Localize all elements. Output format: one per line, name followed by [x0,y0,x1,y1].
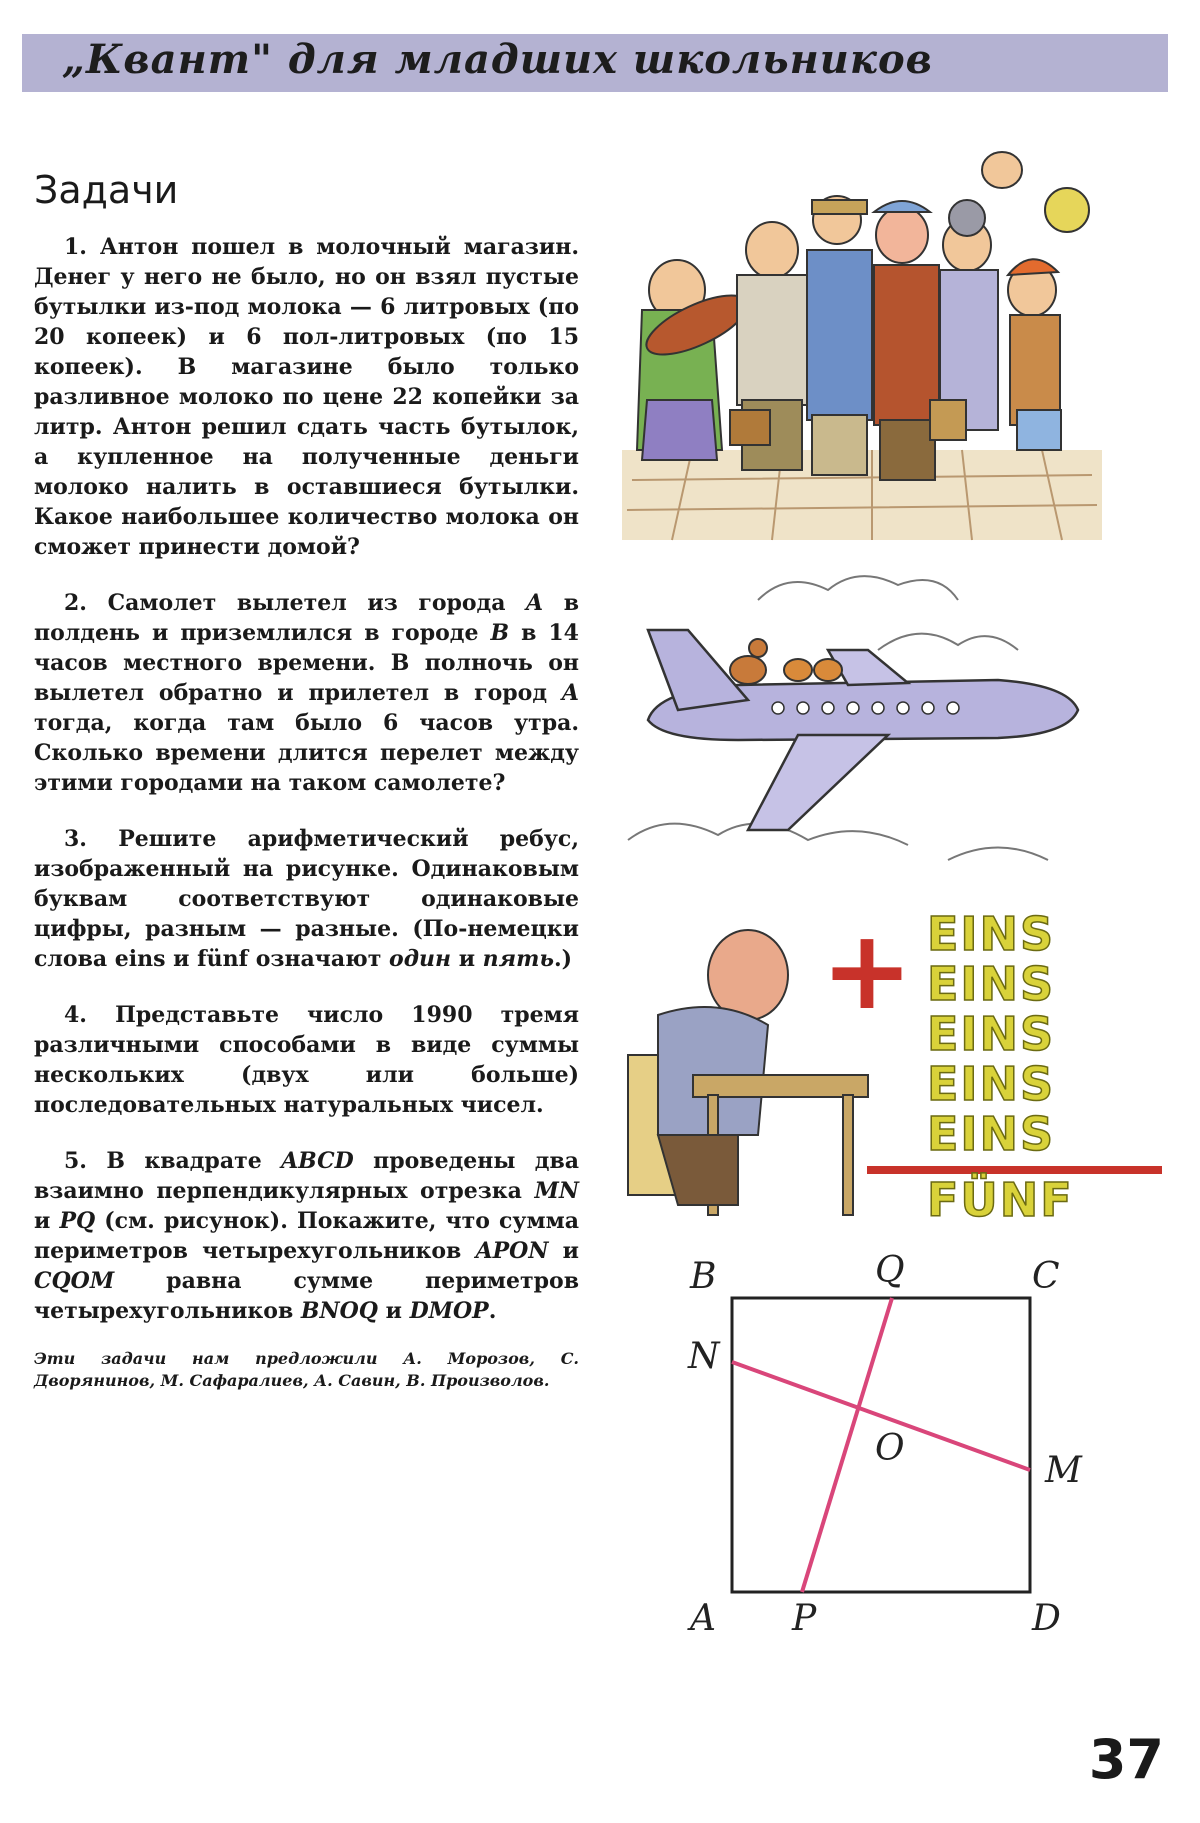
label-a: A [690,1598,716,1639]
problem-text: Представьте число 1990 тремя различными способами в виде суммы нескольких (двух или больше) последовательных натуральных чисел. [34,1002,579,1118]
page-number: 37 [1088,1728,1164,1791]
math-term: PQ [59,1208,96,1234]
label-o: O [875,1428,905,1469]
crowd-illustration [612,150,1112,545]
math-term: MN [534,1178,579,1204]
word-one: один [389,946,452,972]
city-a: A [526,590,544,616]
problem-number: 2. [64,590,87,616]
problem-text: и [548,1238,579,1264]
airplane [648,630,1078,830]
problem-number: 1. [64,234,87,260]
airplane-illustration [618,560,1108,880]
problem-text: В квадрате [106,1148,282,1174]
problem-text: Антон пошел в молочный магазин. Денег у него не было, но он взял пустые бутылки из-под молока — 6 литровых (по 20 копеек) и 6 пол-литровых (по 15 копеек). В магазине было только разливное молоко по цене 22 копейки за литр. Антон решил сдать часть бутылок, а купленное на полученные деньги молоко налить в оставшиеся бутылки. Какое наибольшее количество молока он сможет принести домой? [34,234,579,560]
problem-4 [34,1000,579,1120]
rebus-figure [812,898,1172,1228]
problem-text: Решите арифметический ребус, изображенный на рисунке. Одинаковым буквам соответствуют одинаковые цифры, разным — разные. (По-немецки слова eins и fünf означают [34,826,579,972]
problem-text: и [451,946,483,972]
problem-2 [34,588,579,798]
rebus-addend: EINS [927,1007,1056,1061]
label-m: M [1045,1450,1082,1491]
problem-text: в 14 часов местного времени. В полночь он вылетел обратно и прилетел в город [34,620,579,706]
math-term: BNOQ [300,1298,378,1324]
section-title: Задачи [34,168,179,212]
problem-text: (см. рисунок). Покажите, что сумма периметров четырехугольников [34,1208,579,1264]
math-term: APON [475,1238,549,1264]
problem-3 [34,824,579,974]
problem-text: в полдень и приземлился в городе [34,590,579,646]
label-d: D [1032,1598,1061,1639]
city-b: B [490,620,510,646]
problem-text: равна сумме периметров четырехугольников [34,1268,579,1324]
problem-number: 3. [64,826,87,852]
problem-text: .) [553,946,573,972]
problem-text: Самолет вылетел из города [107,590,527,616]
word-five: пять [482,946,554,972]
problem-text: тогда, когда там было 6 часов утра. Сколько времени длится перелет между этими городами на таком самолете? [34,710,579,796]
rebus-addend: EINS [927,1107,1056,1161]
plus-sign: + [820,906,914,1034]
problem-text: проведены два взаимно перпендикулярных отрезка [34,1148,579,1204]
problem-text: и [34,1208,60,1234]
rebus-sum: FÜNF [927,1173,1074,1227]
city-a: A [561,680,579,706]
math-term: DMOP [409,1298,489,1324]
label-p: P [792,1598,817,1639]
label-c: C [1032,1256,1060,1297]
birds [730,639,842,684]
problem-number: 4. [64,1002,87,1028]
header-banner [22,34,1168,92]
problems-column [34,232,579,1392]
label-n: N [688,1336,720,1377]
label-q: Q [875,1250,905,1291]
crowd-figures [637,152,1089,480]
rebus-addend: EINS [927,907,1056,961]
math-term: ABCD [281,1148,354,1174]
problem-number: 5. [64,1148,87,1174]
banner-title: „Квант" для младших школьников [62,36,933,83]
credits: Эти задачи нам предложили А. Морозов, С. Дворянинов, М. Сафаралиев, А. Савин, В. Произволов. [34,1349,579,1390]
problem-text: . [488,1298,497,1324]
rebus-addend: EINS [927,957,1056,1011]
problem-text: и [377,1298,410,1324]
label-b: B [690,1256,717,1297]
problem-1 [34,232,579,562]
problem-5 [34,1146,579,1326]
math-term: CQOM [34,1268,115,1294]
rebus-addend: EINS [927,1057,1056,1111]
square-figure [680,1250,1100,1670]
